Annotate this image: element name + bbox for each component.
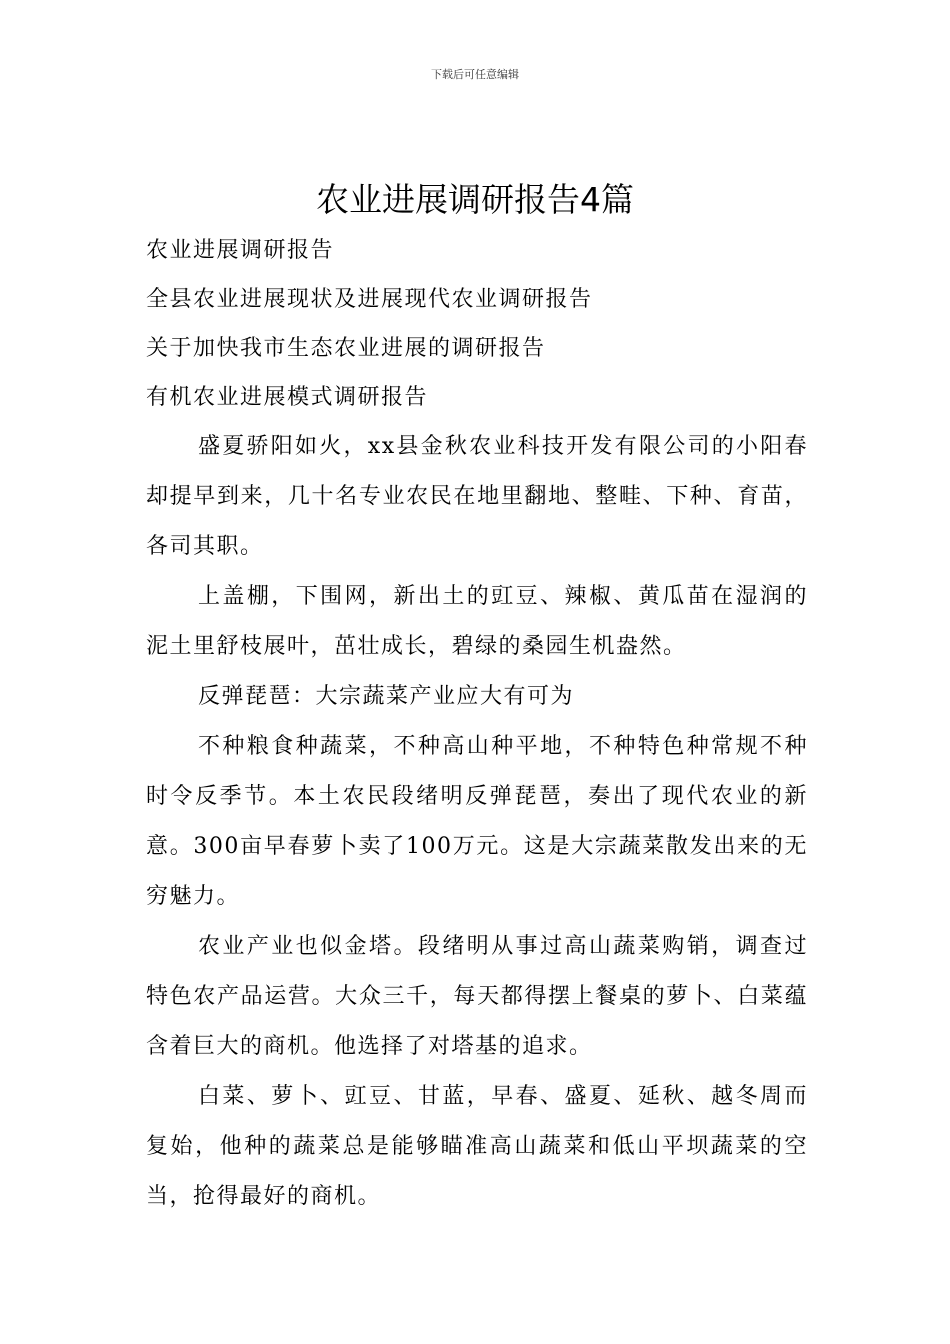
paragraph: 不种粮食种蔬菜，不种高山种平地，不种特色种常规不种时令反季节。本土农民段绪明反弹琵琶，奏出了现代农业的新意。300亩早春萝卜卖了100万元。这是大宗蔬菜散发出来的无穷魅力。: [146, 734, 808, 909]
paragraph: 白菜、萝卜、豇豆、甘蓝，早春、盛夏、延秋、越冬周而复始，他种的蔬菜总是能够瞄准高山蔬菜和低山平坝蔬菜的空当，抢得最好的商机。: [146, 1084, 808, 1209]
section-heading: 反弹琵琶：大宗蔬菜产业应大有可为: [198, 684, 575, 709]
paragraph: 盛夏骄阳如火，xx县金秋农业科技开发有限公司的小阳春却提早到来，几十名专业农民在地里翻地、整畦、下种、育苗，各司其职。: [146, 434, 808, 559]
document-body: [146, 226, 808, 1222]
table-of-contents: [146, 226, 808, 422]
header-note: 下载后可任意编辑: [431, 68, 519, 81]
paragraph: 上盖棚，下围网，新出土的豇豆、辣椒、黄瓜苗在湿润的泥土里舒枝展叶，茁壮成长，碧绿的桑园生机盎然。: [146, 584, 808, 659]
toc-item: 关于加快我市生态农业进展的调研报告: [146, 336, 546, 361]
paragraph: 农业产业也似金塔。段绪明从事过高山蔬菜购销，调查过特色农产品运营。大众三千，每天都得摆上餐桌的萝卜、白菜蕴含着巨大的商机。他选择了对塔基的追求。: [146, 934, 808, 1059]
toc-item: 全县农业进展现状及进展现代农业调研报告: [146, 287, 593, 312]
document-title: 农业进展调研报告4篇: [316, 180, 634, 219]
toc-item: 有机农业进展模式调研报告: [146, 385, 429, 410]
toc-item: 农业进展调研报告: [146, 238, 335, 263]
